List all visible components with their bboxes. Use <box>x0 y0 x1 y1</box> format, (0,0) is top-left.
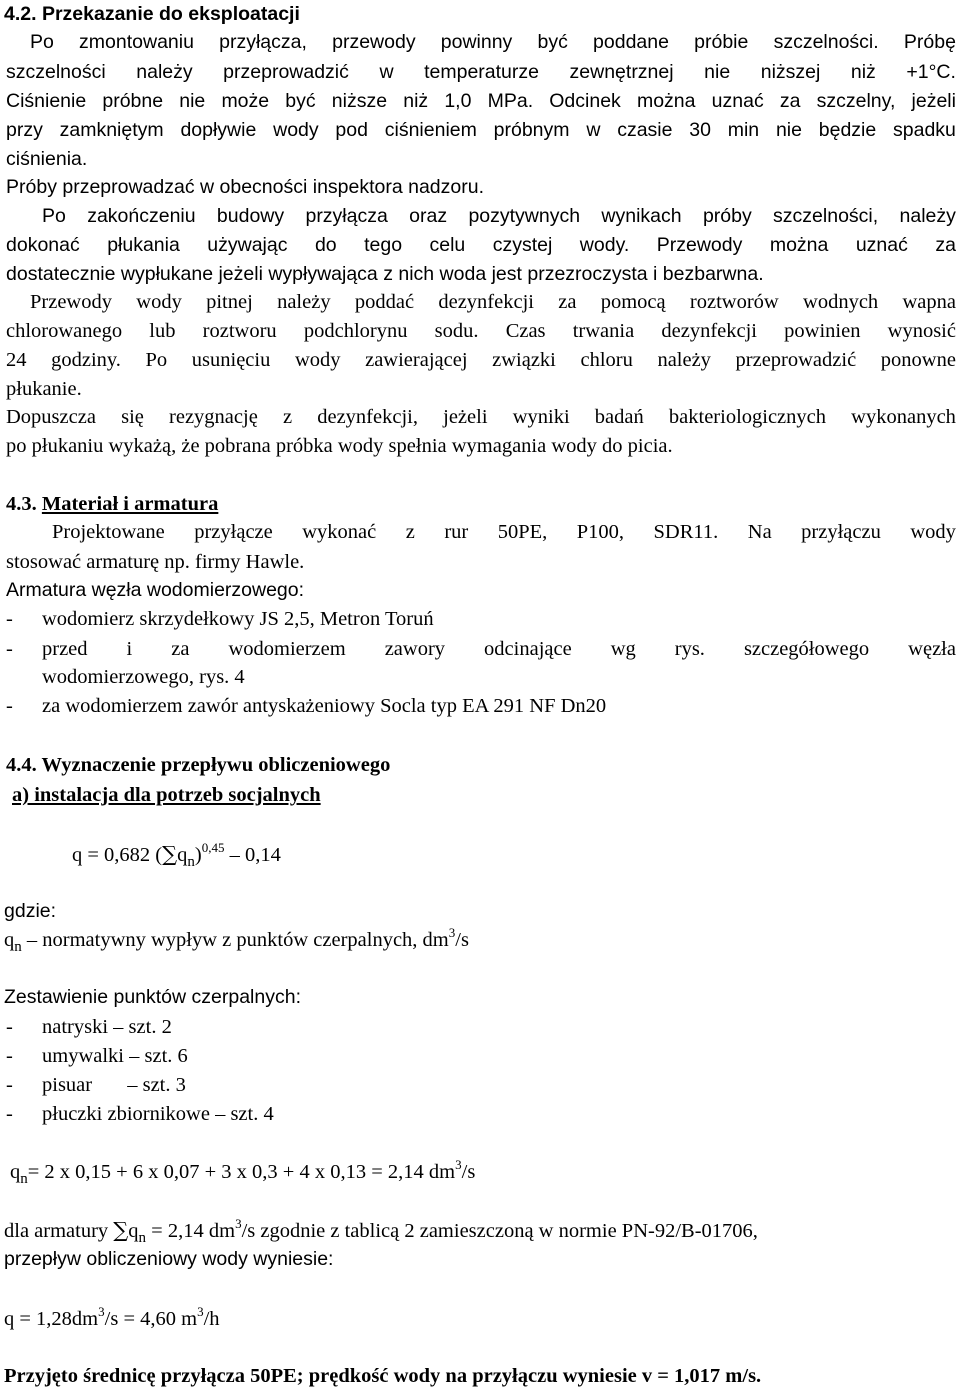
word: MPa. <box>487 90 534 112</box>
word: wynikach <box>601 205 682 227</box>
word: dezynfekcji <box>438 291 534 313</box>
word: przyłącza, <box>219 31 307 53</box>
word: za <box>935 234 956 256</box>
paragraph-line: po płukaniu wykażą, że pobrana próbka wody spełnia wymagania wody do picia. <box>6 435 673 457</box>
word: nie <box>775 119 802 141</box>
calc-text: = 2 x 0,15 + 6 x 0,07 + 3 x 0,3 + 4 x 0,13 = 2,14 dm <box>27 1161 456 1183</box>
word: powinien <box>784 320 861 342</box>
word: należy <box>136 61 193 83</box>
word: poddać <box>354 291 415 313</box>
point-count: szt. 3 <box>142 1074 186 1096</box>
armature-mid: = 2,14 dm <box>146 1220 236 1242</box>
result-c: /h <box>203 1308 220 1330</box>
word: za <box>558 291 577 313</box>
word: chlorowanego <box>6 320 123 342</box>
result-exponent: 3 <box>197 1304 204 1319</box>
word: przed <box>42 638 88 660</box>
word: można <box>636 90 696 112</box>
word: szczelności <box>6 61 106 83</box>
def-exponent: 3 <box>448 925 456 940</box>
word: 30 <box>689 119 711 141</box>
word: celu <box>429 234 466 256</box>
calc-exponent: 3 <box>455 1157 462 1172</box>
word: jeżeli <box>443 406 488 428</box>
section-title: Materiał i armatura <box>41 493 219 515</box>
word: należy <box>657 349 711 371</box>
word: próby <box>702 205 752 227</box>
armature-line-2: przepływ obliczeniowy wody wyniesie: <box>4 1248 334 1270</box>
word: Ciśnienie <box>6 90 87 112</box>
word: trwania <box>572 320 635 342</box>
word: należy <box>277 291 331 313</box>
paragraph-line <box>52 522 956 543</box>
word: jeżeli <box>911 90 956 112</box>
word: pozytywnych <box>468 205 581 227</box>
word: szczegółowego <box>743 638 870 660</box>
armature-line <box>4 1216 758 1246</box>
word: próbnym <box>493 119 570 141</box>
section-heading-4-3 <box>6 494 218 515</box>
word: Dopuszcza <box>6 406 96 428</box>
word: oraz <box>409 205 448 227</box>
word: szczelności. <box>773 31 879 53</box>
list-intro: Armatura węzła wodomierzowego: <box>6 579 305 601</box>
word: być <box>285 90 316 112</box>
definition-line <box>4 925 469 955</box>
list-dash: - <box>6 1074 13 1096</box>
word: Na <box>747 521 772 543</box>
word: spadku <box>893 119 956 141</box>
formula-exponent: 0,45 <box>201 840 225 855</box>
word: wyniki <box>512 406 570 428</box>
word: nie <box>179 90 206 112</box>
word: płukania <box>107 234 180 256</box>
paragraph-line <box>30 292 956 313</box>
word: uznać <box>711 90 764 112</box>
word: bakteriologicznych <box>668 406 827 428</box>
paragraph-line <box>42 207 956 227</box>
point-item: umywalki – szt. 6 <box>42 1045 188 1067</box>
word: powinny <box>440 31 513 53</box>
list-dash: - <box>6 1103 13 1125</box>
word: odcinające <box>484 638 572 660</box>
word: rur <box>444 521 469 543</box>
word: Próbę <box>903 31 956 53</box>
paragraph-line: Próby przeprowadzać w obecności inspektora nadzoru. <box>6 176 485 198</box>
final-statement: Przyjęto średnicę przyłącza 50PE; prędkość wody na przyłączu wyniesie v = 1,017 m/s. <box>4 1365 762 1387</box>
def-q: q <box>4 929 15 951</box>
paragraph-line <box>6 92 956 112</box>
word: wodnych <box>803 291 879 313</box>
word: Po <box>42 205 66 227</box>
word: budowy <box>216 205 285 227</box>
word: temperaturze <box>424 61 539 83</box>
formula <box>72 840 281 870</box>
word: dopływie <box>180 119 257 141</box>
subsection-heading: a) instalacja dla potrzeb socjalnych <box>12 784 321 806</box>
word: Czas <box>505 320 546 342</box>
point-count: szt. 6 <box>144 1045 188 1067</box>
word: za <box>779 90 801 112</box>
word: 1,0 <box>444 90 472 112</box>
word: wody <box>136 291 182 313</box>
point-name: umywalki <box>42 1045 124 1067</box>
list-item-continuation: wodomierzowego, rys. 4 <box>42 666 245 688</box>
word: wynosić <box>887 320 956 342</box>
word: zawierającej <box>365 349 468 371</box>
paragraph-line <box>6 236 956 256</box>
word: z <box>405 521 415 543</box>
point-count: szt. 2 <box>128 1016 172 1038</box>
word: próbie <box>694 31 749 53</box>
word: dokonać <box>6 234 80 256</box>
word: przeprowadzić <box>223 61 349 83</box>
point-item: pisuar – szt. 3 <box>42 1074 186 1096</box>
list-dash: - <box>6 695 13 717</box>
point-name: płuczki zbiornikowe <box>42 1103 210 1125</box>
paragraph-line <box>6 121 956 141</box>
word: roztworów <box>689 291 779 313</box>
word: chloru <box>580 349 633 371</box>
word: wody <box>910 521 956 543</box>
word: i <box>126 638 133 660</box>
word: niż <box>403 90 429 112</box>
word: ciśnieniem <box>384 119 477 141</box>
word: dezynfekcji, <box>317 406 418 428</box>
word: do <box>314 234 337 256</box>
word: +1°C. <box>906 61 956 83</box>
word: w <box>586 119 601 141</box>
paragraph-line: stosować armaturę np. firmy Hawle. <box>6 551 305 573</box>
def-text: – normatywny wypływ z punktów czerpalnych, dm <box>21 929 449 951</box>
paragraph-line <box>6 350 956 371</box>
word: zmontowaniu <box>79 31 194 53</box>
point-name: natryski <box>42 1016 109 1038</box>
armature-subscript: n <box>138 1230 147 1246</box>
word: Projektowane <box>52 521 165 543</box>
word: wykonanych <box>851 406 956 428</box>
paragraph-line: dostatecznie wypłukane jeżeli wypływająca z nich woda jest przezroczysta i bezbarwna. <box>6 263 764 285</box>
word: roztworu <box>202 320 277 342</box>
word: może <box>221 90 270 112</box>
word: można <box>769 234 829 256</box>
list-item: wodomierz skrzydełkowy JS 2,5, Metron Toruń <box>42 608 434 630</box>
word: 50PE, <box>497 521 548 543</box>
word: związki <box>492 349 556 371</box>
formula-paren: ) <box>194 844 202 866</box>
section-heading-4-4: 4.4. Wyznaczenie przepływu obliczeniowego <box>6 754 391 776</box>
word: wodomierzem <box>228 638 346 660</box>
word: Przewody <box>30 291 112 313</box>
list-dash: - <box>6 638 13 660</box>
word: 24 <box>6 349 27 371</box>
word: rezygnację <box>169 406 258 428</box>
sum-symbol: ∑ <box>113 1218 129 1242</box>
result-line <box>4 1304 220 1330</box>
armature-prefix: dla armatury <box>4 1220 114 1242</box>
word: przeprowadzić <box>735 349 857 371</box>
word: przewody <box>332 31 416 53</box>
word: szczelny, <box>816 90 896 112</box>
word: używając <box>207 234 288 256</box>
calc-subscript: n <box>20 1171 28 1187</box>
word: lub <box>149 320 176 342</box>
word: w <box>379 61 394 83</box>
word: dezynfekcji <box>661 320 757 342</box>
word: będzie <box>818 119 877 141</box>
word: SDR11. <box>653 521 719 543</box>
sum-symbol: ∑ <box>162 842 178 866</box>
paragraph-line <box>6 63 956 83</box>
points-intro: Zestawienie punktów czerpalnych: <box>4 986 301 1008</box>
word: wapna <box>902 291 956 313</box>
word: rys. <box>674 638 705 660</box>
word: badań <box>594 406 644 428</box>
formula-rest: – 0,14 <box>224 844 281 866</box>
word: pitnej <box>206 291 253 313</box>
result-b: /s = 4,60 m <box>104 1308 198 1330</box>
word: P100, <box>576 521 625 543</box>
word: węzła <box>908 638 956 660</box>
word: przyłącza <box>305 205 388 227</box>
word: zamkniętym <box>59 119 164 141</box>
word: czystej <box>492 234 553 256</box>
word: Przewody <box>656 234 743 256</box>
word: wg <box>610 638 636 660</box>
paragraph-line <box>6 321 956 342</box>
list-dash: - <box>6 1016 13 1038</box>
def-subscript: n <box>14 939 22 955</box>
list-item <box>42 639 956 660</box>
armature-exponent: 3 <box>235 1216 242 1231</box>
word: się <box>121 406 144 428</box>
word: czasie <box>617 119 673 141</box>
word: godziny. <box>51 349 121 371</box>
word: Po <box>30 31 54 53</box>
word: wody. <box>579 234 630 256</box>
word: poddane <box>593 31 669 53</box>
section-heading-4-2: 4.2. Przekazanie do eksploatacji <box>4 3 300 25</box>
word: próbne <box>102 90 164 112</box>
where-label: gdzie: <box>4 900 57 922</box>
formula-q: q <box>177 844 188 866</box>
word: za <box>171 638 190 660</box>
word: z <box>282 406 293 428</box>
word: wody <box>294 349 341 371</box>
def-tail: /s <box>455 929 469 951</box>
armature-tail: /s zgodnie z tablicą 2 zamieszczoną w normie PN-92/B-01706, <box>241 1220 758 1242</box>
armature-q: q <box>128 1220 139 1242</box>
calculation-line <box>10 1157 476 1187</box>
word: należy <box>899 205 956 227</box>
point-item: płuczki zbiornikowe – szt. 4 <box>42 1103 274 1125</box>
word: przyłącze <box>194 521 273 543</box>
word: pomocą <box>600 291 666 313</box>
point-item: natryski – szt. 2 <box>42 1016 172 1038</box>
word: zewnętrznej <box>569 61 674 83</box>
formula-subscript: n <box>187 854 195 870</box>
word: być <box>537 31 568 53</box>
formula-lhs: q = 0,682 ( <box>72 844 163 866</box>
result-exponent: 3 <box>98 1304 105 1319</box>
word: ponowne <box>880 349 956 371</box>
word: Po <box>145 349 168 371</box>
result-a: q = 1,28dm <box>4 1308 99 1330</box>
list-dash: - <box>6 1045 13 1067</box>
word: sodu. <box>434 320 479 342</box>
section-number: 4.3. <box>6 493 37 515</box>
word: niższe <box>331 90 388 112</box>
calc-tail: /s <box>461 1161 476 1183</box>
word: niższej <box>760 61 821 83</box>
word: przy <box>6 119 43 141</box>
word: tego <box>364 234 403 256</box>
list-item: za wodomierzem zawór antyskażeniowy Socla typ EA 291 NF Dn20 <box>42 695 607 717</box>
word: podchlorynu <box>303 320 408 342</box>
list-dash: - <box>6 608 13 630</box>
word: szczelności, <box>773 205 879 227</box>
word: pod <box>335 119 368 141</box>
word: Odcinek <box>549 90 621 112</box>
word: niż <box>850 61 876 83</box>
word: uznać <box>855 234 908 256</box>
point-name: pisuar <box>42 1074 93 1096</box>
word: przyłączu <box>801 521 881 543</box>
paragraph-line <box>30 33 956 53</box>
point-count: szt. 4 <box>230 1103 274 1125</box>
word: usunięciu <box>191 349 271 371</box>
word: wykonać <box>302 521 377 543</box>
word: zawory <box>384 638 446 660</box>
word: min <box>727 119 760 141</box>
word: wody <box>273 119 319 141</box>
word: zakończeniu <box>87 205 196 227</box>
paragraph-line <box>6 407 956 428</box>
calc-q: q <box>10 1161 21 1183</box>
paragraph-line: płukanie. <box>6 378 82 400</box>
paragraph-line: ciśnienia. <box>6 148 88 170</box>
word: nie <box>704 61 731 83</box>
